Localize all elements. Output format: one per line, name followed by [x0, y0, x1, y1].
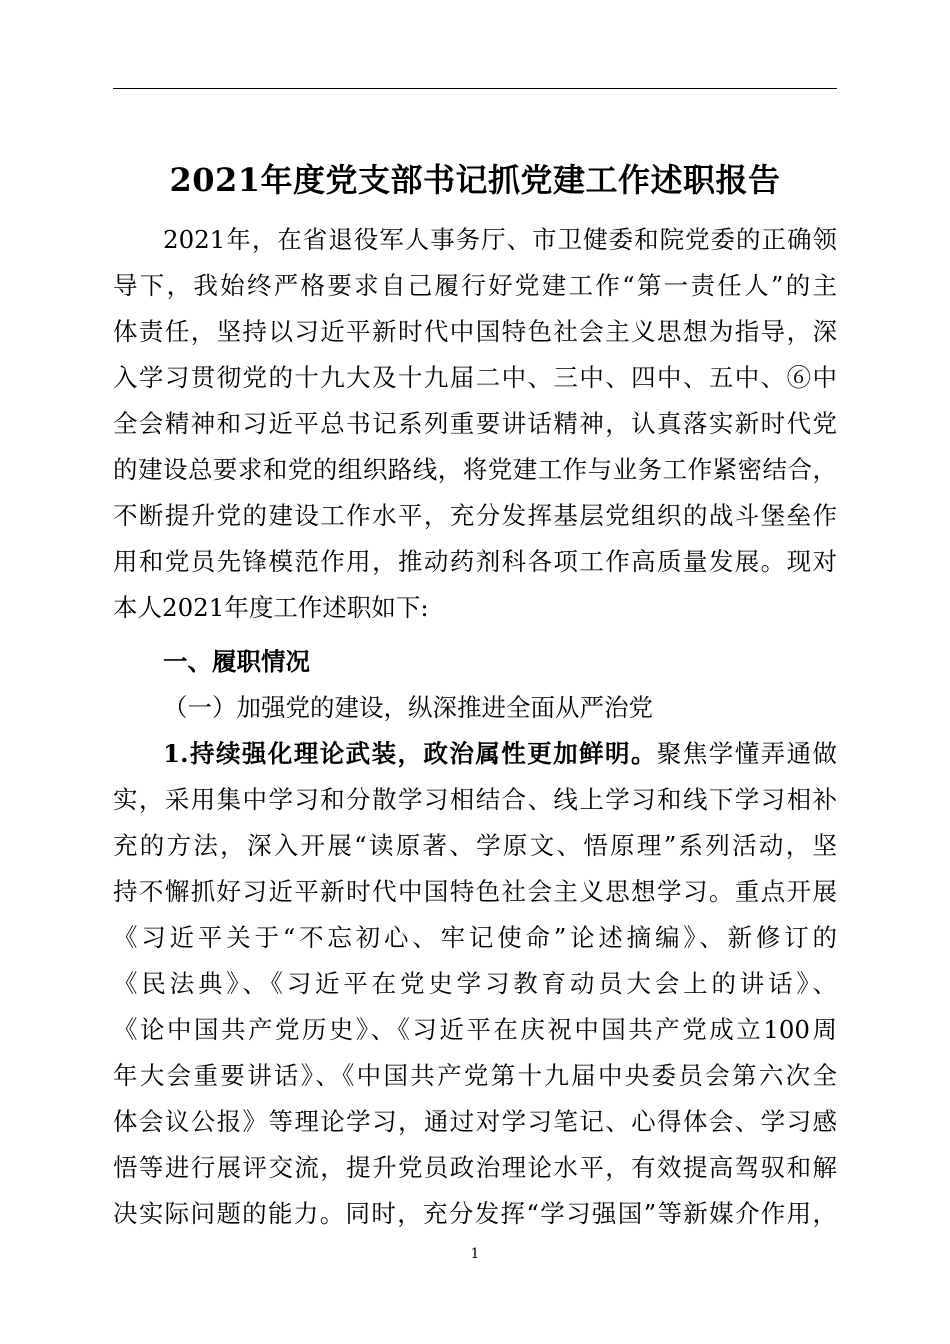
intro-line-3: 体责任，坚持以习近平新时代中国特色社会主义思想为指导，深	[113, 317, 837, 346]
point1-line-11: 决实际问题的能力。同时，充分发挥“学习强国”等新媒介作用，	[113, 1199, 837, 1228]
point1-line-9: 体会议公报》等理论学习，通过对学习笔记、心得体会、学习感	[113, 1107, 837, 1136]
intro-line-1: 2021年，在省退役军人事务厅、市卫健委和院党委的正确领	[163, 225, 837, 254]
point1-line-2: 实，采用集中学习和分散学习相结合、线上学习和线下学习相补	[113, 785, 837, 814]
intro-line-5: 全会精神和习近平总书记系列重要讲话精神，认真落实新时代党	[113, 409, 837, 438]
intro-line-6: 的建设总要求和党的组织路线，将党建工作与业务工作紧密结合，	[113, 455, 837, 484]
point1-first-rest: 聚焦学懂弄通做	[656, 739, 838, 768]
point1-line-6: 《民法典》、《习近平在党史学习教育动员大会上的讲话》、	[113, 969, 837, 998]
page-number: 1	[470, 1246, 480, 1262]
point1-line-10: 悟等进行展评交流，提升党员政治理论水平，有效提高驾驭和解	[113, 1153, 837, 1182]
point1-line-8: 年大会重要讲话》、《中国共产党第十九届中央委员会第六次全	[113, 1061, 837, 1090]
point1-line-3: 充的方法，深入开展“读原著、学原文、悟原理”系列活动，坚	[113, 831, 837, 860]
point1-lead: 1.持续强化理论武装，政治属性更加鲜明。	[163, 739, 657, 768]
header-rule	[113, 88, 837, 89]
intro-line-7: 不断提升党的建设工作水平，充分发挥基层党组织的战斗堡垒作	[113, 501, 837, 530]
intro-line-4: 入学习贯彻党的十九大及十九届二中、三中、四中、五中、⑥中	[113, 363, 837, 392]
intro-line-8: 用和党员先锋模范作用，推动药剂科各项工作高质量发展。现对	[113, 547, 837, 576]
point1-first-line	[163, 733, 837, 775]
point1-line-5: 《习近平关于“不忘初心、牢记使命”论述摘编》、新修订的	[113, 923, 837, 952]
document-title: 2021年度党支部书记抓党建工作述职报告	[169, 161, 781, 199]
intro-line-9: 本人2021年度工作述职如下:	[113, 593, 429, 622]
section-heading: 一、履职情况	[163, 647, 310, 676]
point1-line-7: 《论中国共产党历史》、《习近平在庆祝中国共产党成立100周	[113, 1015, 837, 1044]
intro-line-2: 导下，我始终严格要求自己履行好党建工作“第一责任人”的主	[113, 271, 837, 300]
subsection-heading: （一）加强党的建设，纵深推进全面从严治党	[163, 693, 653, 722]
point1-line-4: 持不懈抓好习近平新时代中国特色社会主义思想学习。重点开展	[113, 877, 837, 906]
